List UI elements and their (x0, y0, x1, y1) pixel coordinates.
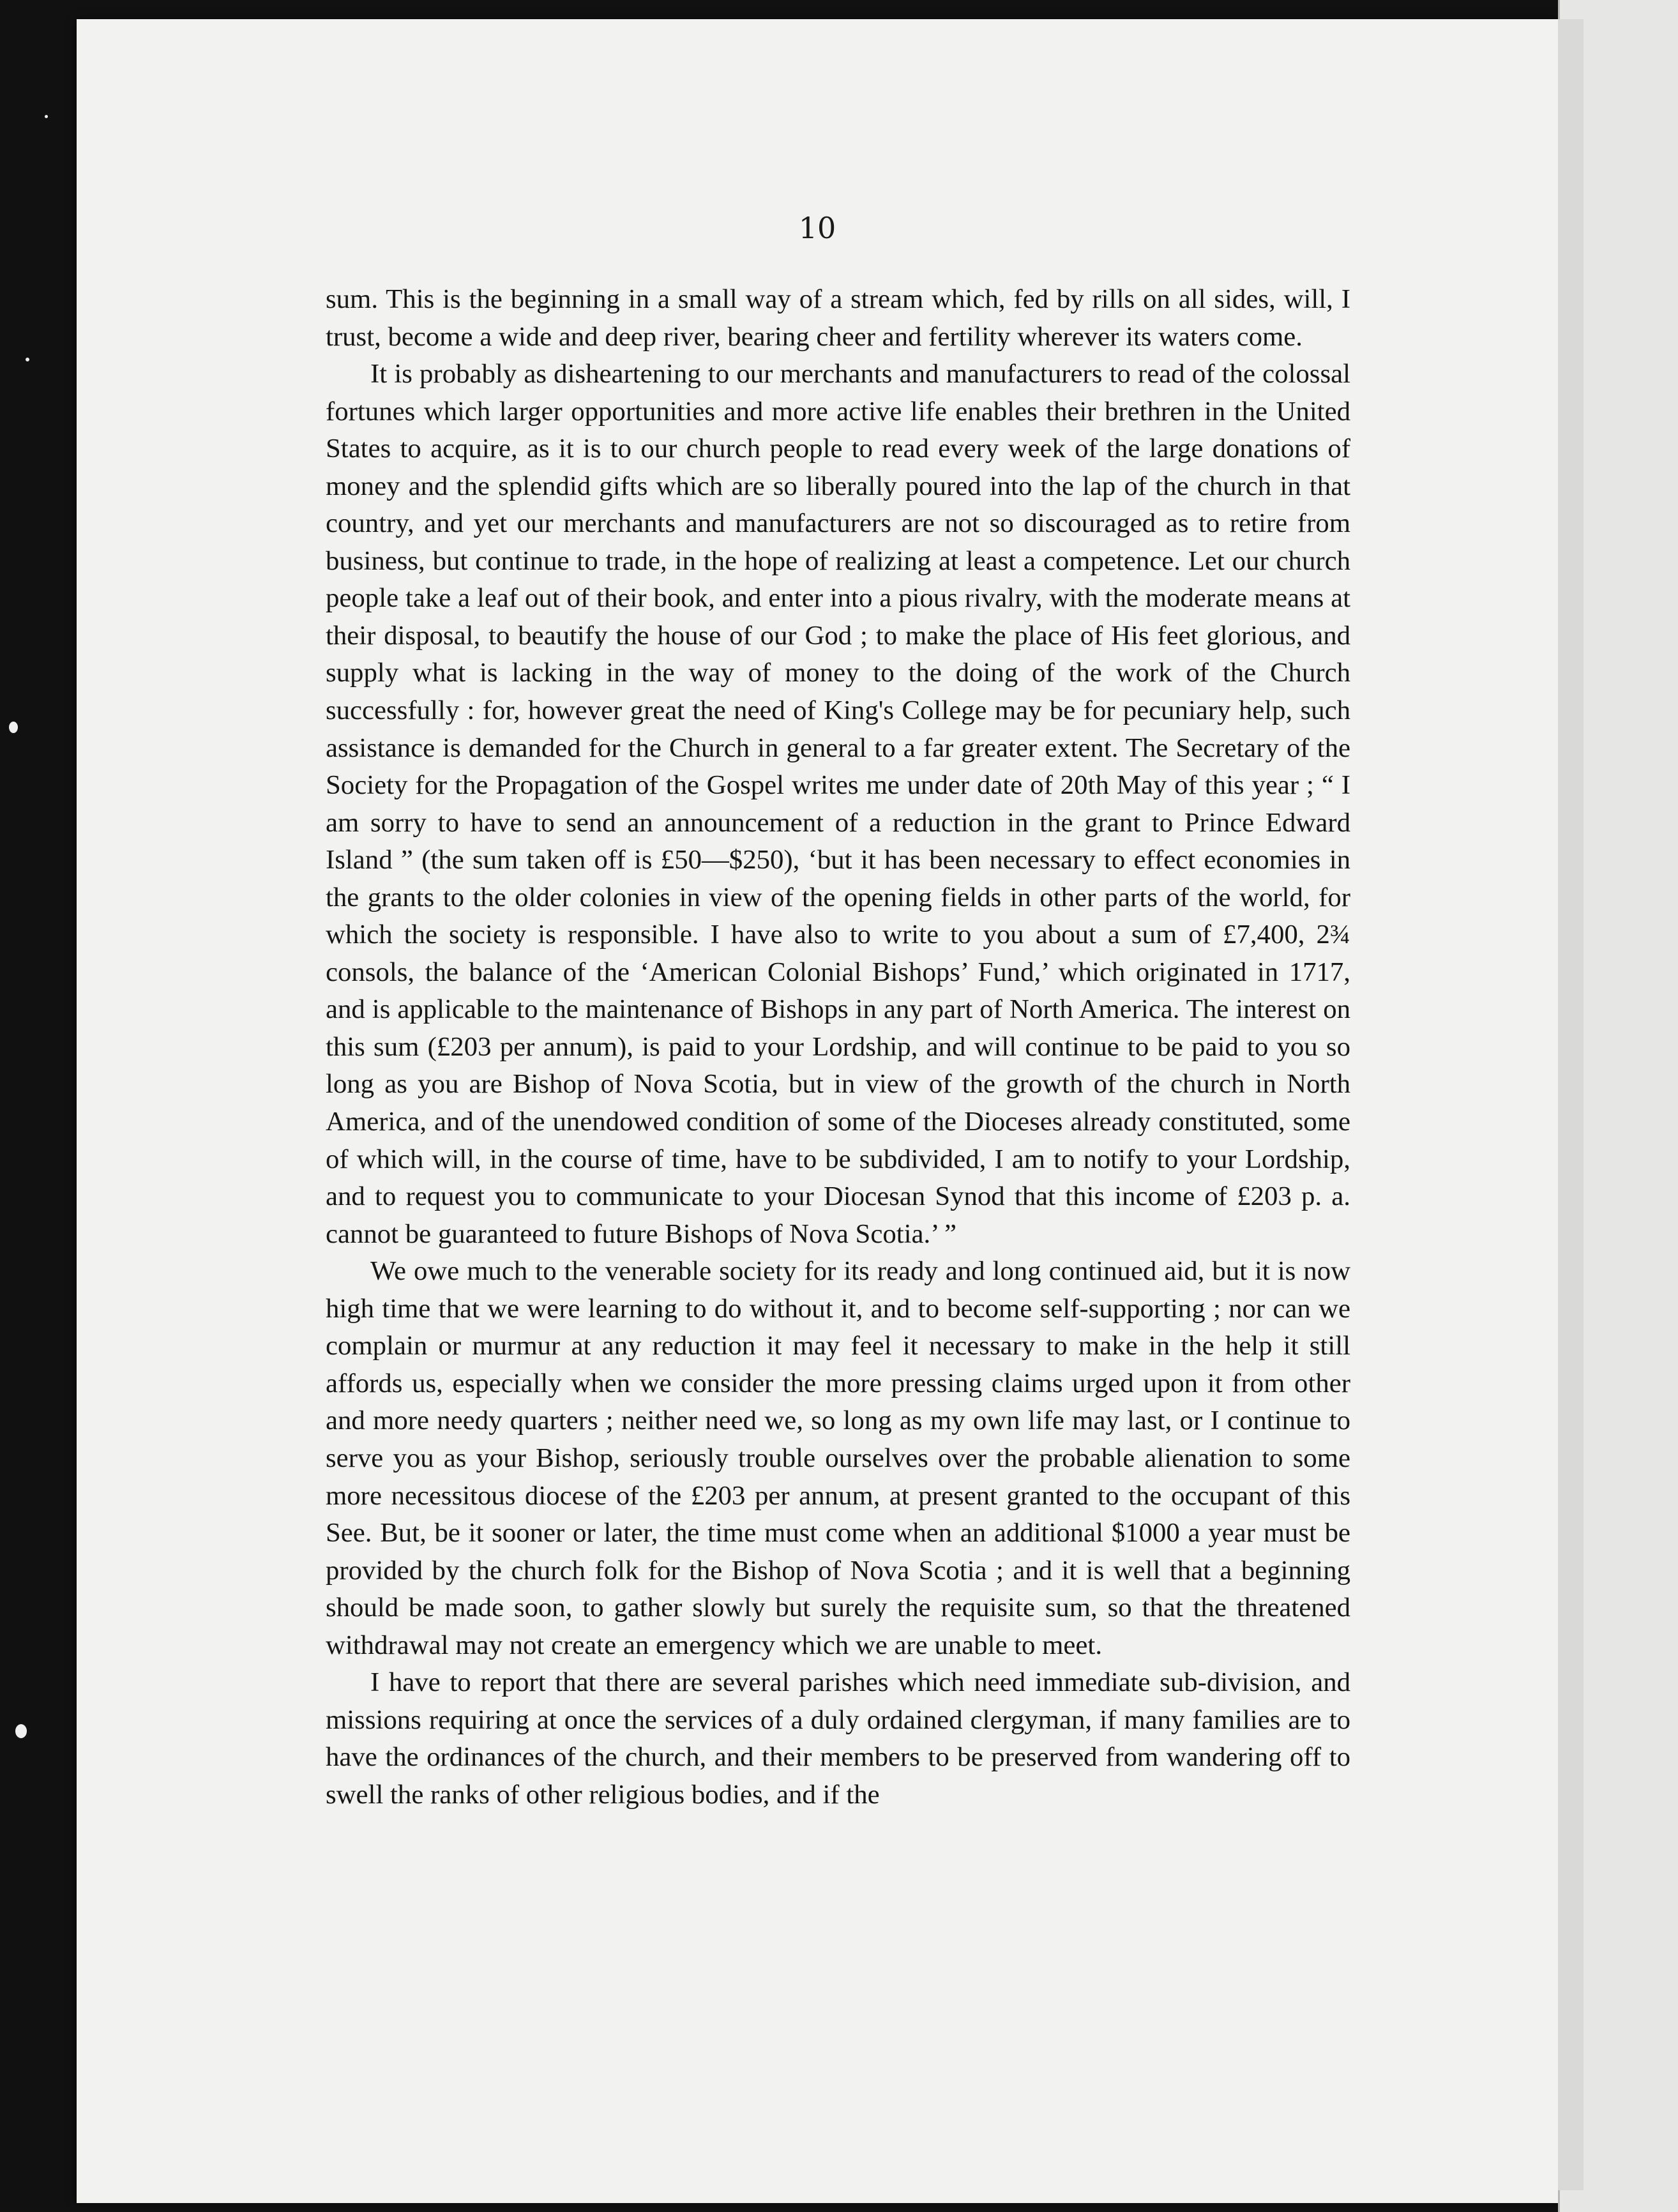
paragraph-4: I have to report that there are several parishes which need immediate sub-division, and missions requiring at once the services of a duly ordained clergyman, if many families are to have the ordinances of the church, and their members to be preserved from wandering off to swell the ranks of other religious bodies, and if the (326, 1667, 1350, 1810)
scan-speck (15, 1724, 27, 1738)
scan-speck (26, 358, 29, 361)
scan-speck (45, 115, 48, 118)
page-gutter-shadow (1558, 19, 1584, 2190)
page-number: 10 (798, 211, 836, 245)
document-page (77, 19, 1558, 2203)
scan-speck (9, 722, 18, 733)
paragraph-1: sum. This is the beginning in a small way of a stream which, fed by rills on all sides, will, I trust, become a wide and deep river, bearing cheer and fertility wherever its waters come. (326, 284, 1350, 352)
body-text (326, 281, 1350, 1814)
paragraph-2: It is probably as disheartening to our merchants and manufacturers to read of the colossal fortunes which larger opportunities and more active life enables their brethren in the United States to acquire, as it is to our church people to read every week of the large donations of money and the splendid gifts which are so liberally poured into the lap of the church in that country, and yet our merchants and manufacturers are not so discouraged as to retire from business, but continue to trade, in the hope of realizing at least a competence. Let our church people take a leaf out of their book, and enter into a pious rivalry, with the moderate means at their disposal, to beautify the house of our God ; to make the place of His feet glorious, and supply what is lacking in the way of money to the doing of the work of the Church successfully : for, however great the need of King's College may be for pecuniary help, such assistance is demanded for the Church in general to a far greater extent. The Secretary of the Society for the Propagation of the Gospel writes me under date of 20th May of this year ; “ I am sorry to have to send an announcement of a reduction in the grant to Prince Edward Island ” (the sum taken off is £50—$250), ‘but it has been necessary to effect economies in the grants to the older colonies in view of the opening fields in other parts of the world, for which the society is responsible. I have also to write to you about a sum of £7,400, 2¾ consols, the balance of the ‘American Colonial Bishops’ Fund,’ which originated in 1717, and is applicable to the maintenance of Bishops in any part of North America. The interest on this sum (£203 per annum), is paid to your Lordship, and will continue to be paid to you so long as you are Bishop of Nova Scotia, but in view of the growth of the church in North America, and of the unendowed condition of some of the Dioceses already constituted, some of which will, in the course of time, have to be subdivided, I am to notify to your Lordship, and to request you to communicate to your Diocesan Synod that this income of £203 p. a. cannot be guaranteed to future Bishops of Nova Scotia.’ ” (326, 359, 1350, 1249)
paragraph-3: We owe much to the venerable society for its ready and long continued aid, but it is now high time that we were learning to do without it, and to become self-supporting ; nor can we complain or murmur at any reduction it may feel it necessary to make in the help it still affords us, especially when we consider the more pressing claims urged upon it from other and more needy quarters ; neither need we, so long as my own life may last, or I continue to serve you as your Bishop, seriously trouble ourselves over the probable alienation to some more necessitous diocese of the £203 per annum, at present granted to the occupant of this See. But, be it sooner or later, the time must come when an additional $1000 a year must be provided by the church folk for the Bishop of Nova Scotia ; and it is well that a beginning should be made soon, to gather slowly but surely the requisite sum, so that the threatened withdrawal may not create an emergency which we are unable to meet. (326, 1256, 1350, 1660)
